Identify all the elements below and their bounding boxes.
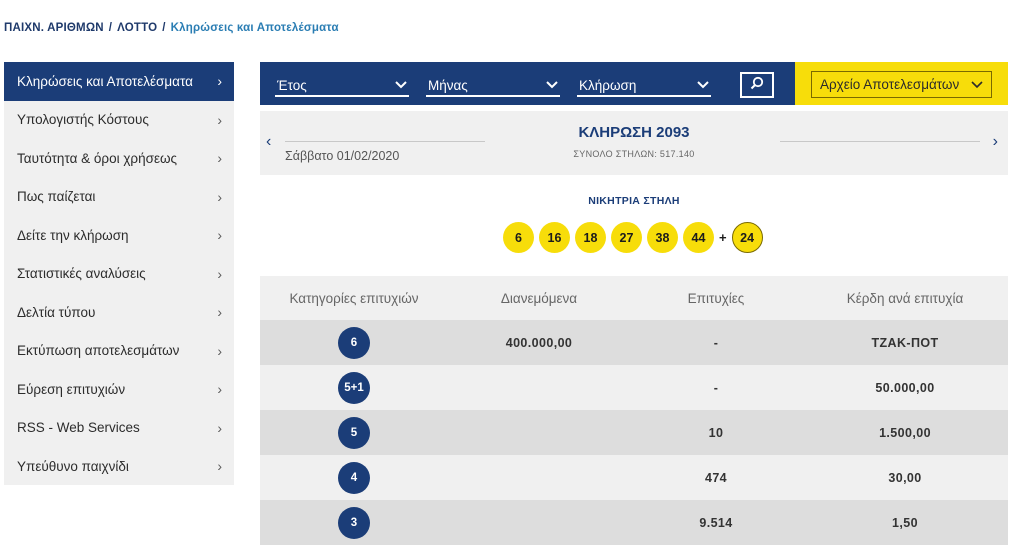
- sidebar-item-press-releases[interactable]: [4, 293, 234, 332]
- winners-cell: 9.514: [699, 515, 733, 530]
- search-icon: [750, 76, 764, 95]
- sidebar-item-watch-draw[interactable]: [4, 216, 234, 255]
- number-ball: 44: [683, 222, 714, 253]
- archive-results-select[interactable]: [811, 71, 992, 98]
- chevron-right-icon: ›: [217, 150, 222, 167]
- sidebar-item-label: Στατιστικές αναλύσεις: [17, 266, 146, 282]
- sidebar-item-label: Εύρεση επιτυχιών: [17, 381, 126, 397]
- number-ball: 27: [611, 222, 642, 253]
- bonus-ball: 24: [732, 222, 763, 253]
- sidebar-item-print-results[interactable]: [4, 332, 234, 371]
- breadcrumb: [4, 22, 339, 34]
- draw-select-label: Κλήρωση: [579, 77, 637, 93]
- divider: [285, 141, 485, 142]
- chevron-right-icon: ›: [217, 342, 222, 359]
- sidebar-item-draws-results[interactable]: [4, 62, 234, 101]
- prize-cell: ΤΖΑΚ-ΠΟΤ: [871, 335, 939, 350]
- category-badge: 4: [338, 462, 370, 494]
- chevron-right-icon: ›: [217, 73, 222, 90]
- search-button[interactable]: [740, 72, 774, 98]
- divider: [780, 141, 980, 142]
- sidebar-item-label: Εκτύπωση αποτελεσμάτων: [17, 343, 180, 359]
- draw-date: Σάββατο 01/02/2020: [285, 149, 400, 163]
- draw-select[interactable]: [577, 75, 711, 97]
- breadcrumb-separator: /: [108, 22, 113, 34]
- prize-cell: 30,00: [888, 470, 922, 485]
- table-header: [260, 276, 1008, 320]
- sidebar-item-terms[interactable]: [4, 139, 234, 178]
- category-badge: 5+1: [338, 372, 370, 404]
- chevron-right-icon: ›: [217, 304, 222, 321]
- number-ball: 6: [503, 222, 534, 253]
- table-row: [260, 455, 1008, 500]
- column-header-distributed: Διανεμόμενα: [500, 290, 578, 306]
- winners-cell: -: [713, 380, 719, 395]
- sidebar-nav: [4, 62, 234, 485]
- column-header-winners: Επιτυχίες: [687, 290, 745, 306]
- total-columns: ΣΥΝΟΛΟ ΣΤΗΛΩΝ: 517.140: [573, 149, 695, 159]
- chevron-down-icon: [546, 78, 558, 92]
- chevron-down-icon: [971, 77, 983, 92]
- chevron-right-icon: ›: [217, 111, 222, 128]
- breadcrumb-item-lotto[interactable]: ΛΟΤΤΟ: [117, 22, 158, 34]
- chevron-right-icon: ›: [217, 265, 222, 282]
- sidebar-item-label: Κληρώσεις και Αποτελέσματα: [17, 73, 193, 89]
- chevron-right-icon: ›: [217, 458, 222, 475]
- previous-draw-button[interactable]: ‹: [266, 133, 272, 150]
- winners-cell: 474: [704, 470, 728, 485]
- draw-header: [260, 111, 1008, 175]
- sidebar-item-responsible-gaming[interactable]: [4, 447, 234, 486]
- sidebar-item-label: Υπεύθυνο παιχνίδι: [17, 458, 129, 474]
- year-select-label: Έτος: [277, 77, 307, 93]
- prize-cell: 50.000,00: [875, 380, 935, 395]
- chevron-down-icon: [395, 78, 407, 92]
- winning-numbers: [503, 222, 768, 253]
- column-header-prize: Κέρδη ανά επιτυχία: [846, 290, 964, 306]
- table-row: [260, 410, 1008, 455]
- category-badge: 5: [338, 417, 370, 449]
- chevron-down-icon: [697, 78, 709, 92]
- prize-cell: 1,50: [892, 515, 918, 530]
- sidebar-item-label: Δελτία τύπου: [17, 304, 96, 320]
- category-badge: 6: [338, 327, 370, 359]
- month-select-label: Μήνας: [428, 77, 468, 93]
- prize-cell: 1.500,00: [879, 425, 931, 440]
- winners-cell: 10: [708, 425, 724, 440]
- winners-cell: -: [713, 335, 719, 350]
- number-ball: 38: [647, 222, 678, 253]
- filter-bar: [260, 62, 795, 105]
- chevron-right-icon: ›: [217, 188, 222, 205]
- breadcrumb-item-games[interactable]: ΠΑΙΧΝ. ΑΡΙΘΜΩΝ: [4, 22, 104, 34]
- table-row: [260, 500, 1008, 545]
- sidebar-item-label: Δείτε την κλήρωση: [17, 227, 129, 243]
- distributed-cell: 400.000,00: [505, 335, 573, 350]
- sidebar-item-label: Ταυτότητα & όροι χρήσεως: [17, 150, 178, 166]
- chevron-right-icon: ›: [217, 419, 222, 436]
- archive-label: Αρχείο Αποτελεσμάτων: [820, 77, 960, 92]
- results-table: [260, 276, 1008, 545]
- sidebar-item-label: Υπολογιστής Κόστους: [17, 112, 149, 128]
- sidebar-item-cost-calculator[interactable]: [4, 101, 234, 140]
- chevron-right-icon: ›: [217, 381, 222, 398]
- month-select[interactable]: [426, 75, 560, 97]
- column-header-category: Κατηγορίες επιτυχιών: [289, 290, 419, 306]
- sidebar-item-label: RSS - Web Services: [17, 420, 140, 436]
- table-row: [260, 365, 1008, 410]
- number-ball: 18: [575, 222, 606, 253]
- table-row: [260, 320, 1008, 365]
- sidebar-item-how-to-play[interactable]: [4, 178, 234, 217]
- sidebar-item-find-winners[interactable]: [4, 370, 234, 409]
- draw-title: ΚΛΗΡΩΣΗ 2093: [578, 124, 690, 141]
- category-badge: 3: [338, 507, 370, 539]
- sidebar-item-rss[interactable]: [4, 409, 234, 448]
- chevron-right-icon: ›: [217, 227, 222, 244]
- sidebar-item-statistics[interactable]: [4, 255, 234, 294]
- breadcrumb-current: Κληρώσεις και Αποτελέσματα: [170, 22, 339, 34]
- year-select[interactable]: [275, 75, 409, 97]
- winning-column-label: ΝΙΚΗΤΡΙΑ ΣΤΗΛΗ: [588, 195, 680, 207]
- next-draw-button[interactable]: ›: [992, 133, 998, 150]
- breadcrumb-separator: /: [162, 22, 166, 34]
- plus-sign: +: [719, 230, 727, 245]
- number-ball: 16: [539, 222, 570, 253]
- sidebar-item-label: Πως παίζεται: [17, 189, 96, 205]
- archive-panel: [795, 62, 1008, 105]
